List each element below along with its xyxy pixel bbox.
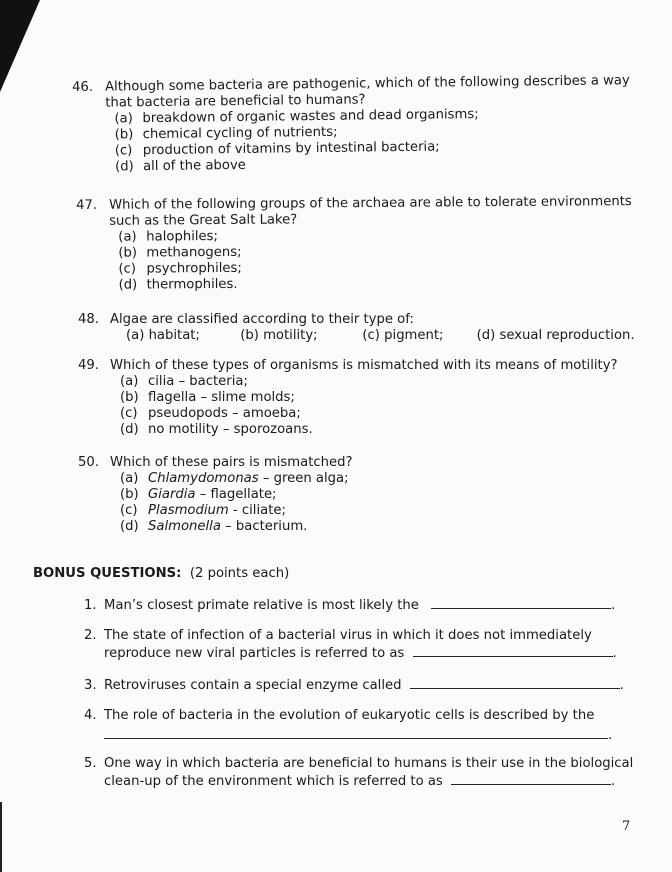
- answer-blank[interactable]: [104, 726, 608, 739]
- bonus-heading: [33, 566, 289, 581]
- bonus-question-5: [84, 756, 633, 790]
- option: [362, 328, 472, 344]
- option-letter: (a): [126, 328, 145, 343]
- option: [120, 374, 618, 390]
- bonus-end: .: [611, 598, 616, 613]
- question-47: [76, 194, 632, 294]
- option-letter: (a): [118, 229, 137, 245]
- option-text: - ciliate;: [228, 503, 286, 518]
- option-text: sexual reproduction.: [499, 328, 635, 343]
- stem-line-2: such as the Great Salt Lake?: [109, 212, 298, 229]
- option: [120, 487, 352, 503]
- bonus-question-2: [84, 628, 617, 662]
- bonus-end: .: [610, 774, 616, 789]
- option-text: – bacterium.: [220, 519, 308, 534]
- stem-line: Algae are classified according to their type of:: [110, 312, 414, 327]
- option: [240, 328, 358, 344]
- genus-name: Salmonella: [148, 519, 221, 534]
- option-letter: (d): [120, 519, 139, 534]
- answer-blank[interactable]: [451, 772, 611, 785]
- bonus-points: (2 points each): [189, 566, 290, 581]
- bonus-number: 1.: [84, 598, 97, 613]
- question-46: [72, 73, 631, 176]
- option-text: thermophiles.: [146, 276, 238, 293]
- question-number: 47.: [76, 197, 98, 213]
- option-letter: (d): [118, 277, 138, 293]
- bonus-question-1: [84, 596, 615, 614]
- option-letter: (c): [114, 143, 133, 159]
- stem-line: Which of the following groups of the archaea are able to tolerate environments: [108, 194, 632, 213]
- bonus-text-line-2: clean-up of the environment which is referred to as: [104, 774, 443, 789]
- answer-blank[interactable]: [431, 596, 611, 609]
- genus-name: Plasmodium: [148, 503, 229, 518]
- option: [120, 406, 618, 422]
- option: [120, 519, 352, 535]
- question-48: [78, 312, 635, 344]
- question-stem: [78, 358, 618, 374]
- option-letter: (b): [240, 328, 259, 343]
- page-number: 7: [622, 819, 631, 834]
- option-text: cilia – bacteria;: [148, 374, 248, 389]
- option: [120, 422, 618, 438]
- stem-line: Which of these types of organisms is mismatched with its means of motility?: [110, 358, 618, 373]
- question-number: 48.: [78, 312, 99, 327]
- answer-blank[interactable]: [410, 676, 620, 689]
- inline-options: [78, 328, 635, 344]
- option-letter: (b): [120, 487, 139, 502]
- option-text: chemical cycling of nutrients;: [142, 124, 338, 143]
- bonus-text: The role of bacteria in the evolution of eukaryotic cells is described by the: [104, 708, 595, 723]
- bonus-question-3: [84, 676, 624, 694]
- question-number: 49.: [78, 358, 99, 373]
- answer-blank[interactable]: [413, 644, 613, 657]
- option: [126, 328, 236, 344]
- bonus-question-4: [84, 708, 612, 744]
- option-text: – green alga;: [258, 471, 349, 486]
- bonus-title: BONUS QUESTIONS:: [33, 566, 182, 581]
- option-text: pseudopods – amoeba;: [148, 406, 301, 421]
- option-letter: (a): [120, 471, 139, 486]
- bonus-number: 3.: [84, 678, 97, 693]
- bonus-number: 5.: [84, 756, 97, 771]
- option-letter: (c): [118, 261, 137, 277]
- question-50: [78, 455, 352, 535]
- genus-name: Giardia: [148, 487, 196, 502]
- option: [120, 471, 352, 487]
- option-letter: (b): [120, 390, 139, 405]
- option-text: – flagellate;: [195, 487, 277, 502]
- bonus-end: .: [612, 646, 617, 661]
- question-stem: [78, 455, 352, 471]
- option-letter: (c): [120, 503, 138, 518]
- option-text: no motility – sporozoans.: [148, 422, 313, 437]
- option-text: all of the above: [142, 157, 246, 175]
- bonus-text: The state of infection of a bacterial virus in which it does not immediately: [104, 628, 592, 643]
- option: [120, 503, 352, 519]
- bonus-text: One way in which bacteria are beneficial to humans is their use in the biological: [104, 756, 634, 771]
- option-letter: (d): [120, 422, 139, 437]
- option-letter: (c): [362, 328, 380, 343]
- bonus-end: .: [619, 678, 624, 693]
- option-text: habitat;: [148, 328, 200, 343]
- option-text: production of vitamins by intestinal bacteria;: [142, 139, 440, 159]
- scan-edge-mark: [0, 802, 2, 872]
- bonus-end: .: [608, 728, 613, 743]
- question-49: [78, 358, 618, 438]
- stem-line-2: that bacteria are beneficial to humans?: [105, 92, 366, 111]
- bonus-text-line-2: reproduce new viral particles is referred to as: [104, 646, 405, 661]
- option: [119, 274, 633, 294]
- option-letter: (b): [114, 127, 134, 143]
- option-text: psychrophiles;: [146, 260, 242, 277]
- bonus-number: 4.: [84, 708, 97, 723]
- option: [477, 328, 635, 344]
- option-letter: (b): [118, 245, 138, 261]
- question-number: 50.: [78, 455, 99, 470]
- genus-name: Chlamydomonas: [148, 471, 259, 486]
- option-text: flagella – slime molds;: [148, 390, 295, 405]
- option-letter: (d): [476, 328, 496, 343]
- bonus-text: Retroviruses contain a special enzyme called: [104, 678, 402, 693]
- option-letter: (c): [120, 406, 138, 421]
- option-text: halophiles;: [146, 229, 218, 245]
- stem-line: Although some bacteria are pathogenic, which of the following describes a way: [104, 73, 630, 95]
- option: [120, 390, 618, 406]
- scan-corner-mark: [0, 0, 40, 92]
- option-text: methanogens;: [146, 244, 242, 261]
- option-text: pigment;: [384, 328, 444, 343]
- stem-line: Which of these pairs is mismatched?: [110, 455, 353, 470]
- option-text: motility;: [263, 328, 318, 343]
- option-letter: (a): [114, 111, 133, 127]
- option-letter: (a): [120, 374, 139, 389]
- bonus-number: 2.: [84, 628, 97, 643]
- question-number: 46.: [72, 79, 94, 95]
- question-stem: [78, 312, 635, 328]
- bonus-text: Man’s closest primate relative is most likely the: [104, 598, 419, 613]
- option-text: breakdown of organic wastes and dead organisms;: [142, 107, 479, 127]
- option-letter: (d): [114, 159, 134, 175]
